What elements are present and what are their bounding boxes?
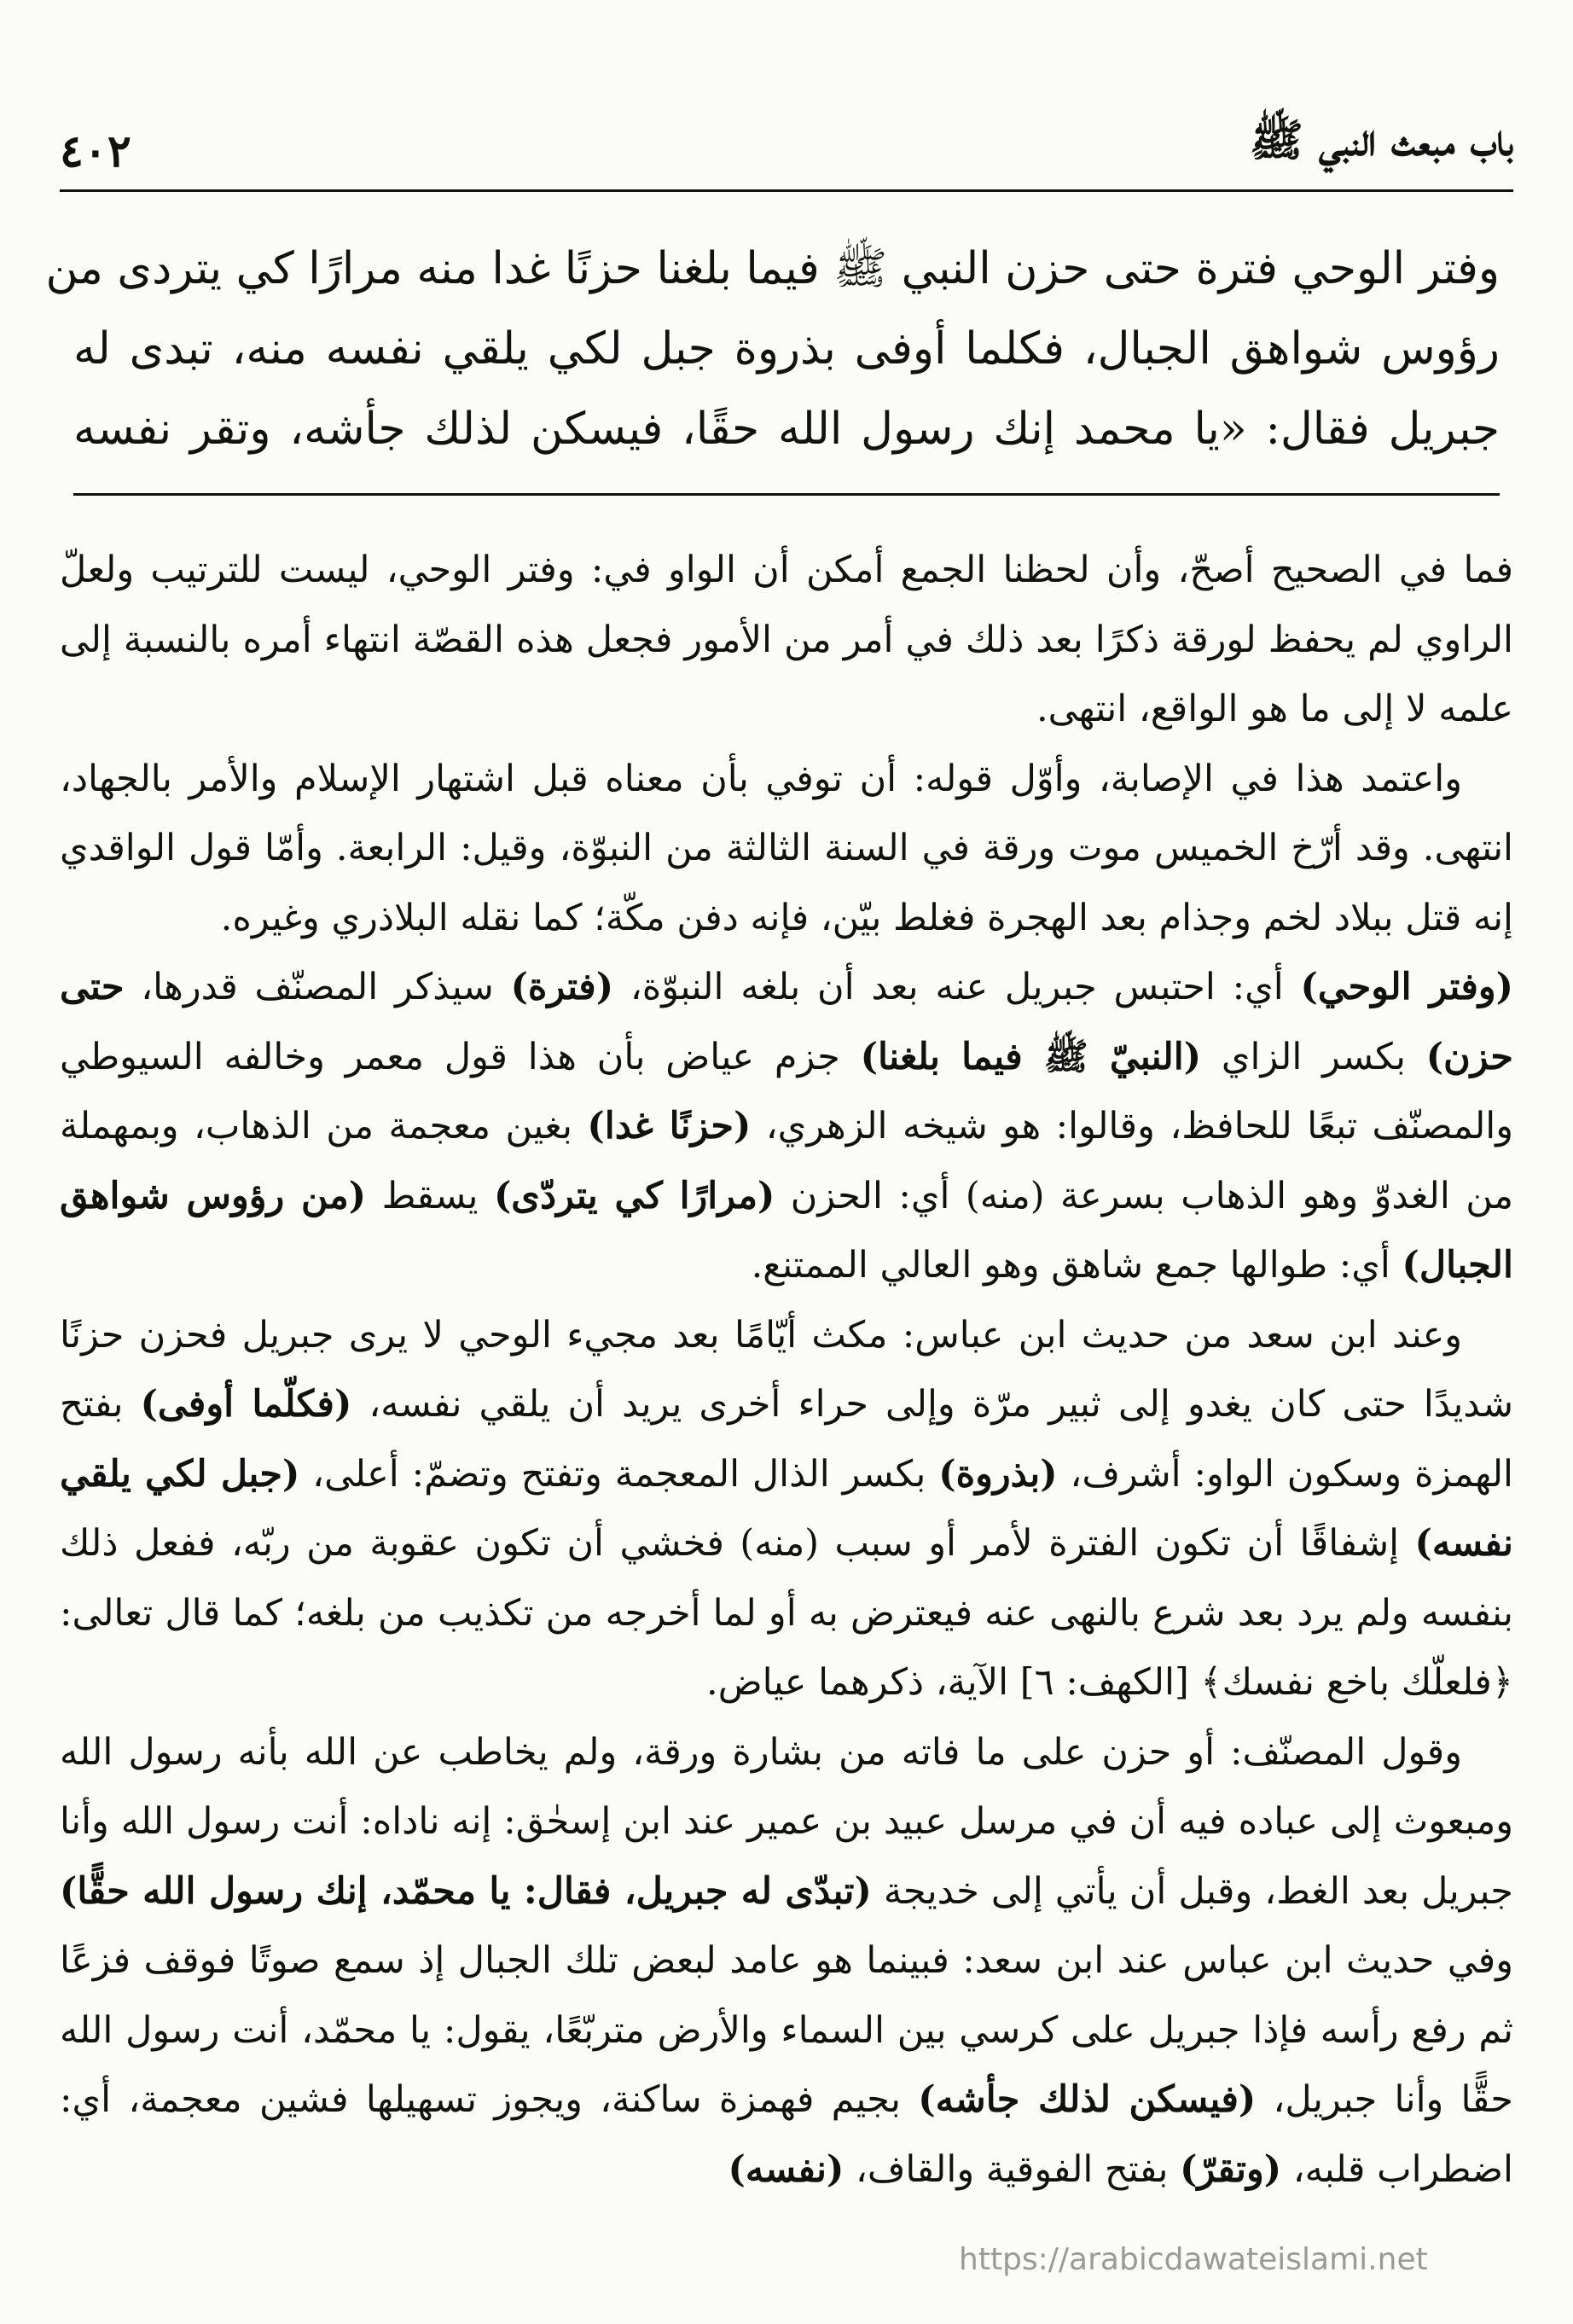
main-text-line: رؤوس شواهق الجبال، فكلما أوفى بذروة جبل لكي يلقي نفسه منه، تبدى له [73,323,1500,375]
commentary-paragraph [60,953,1513,1301]
chapter-title: باب مبعث النبي ﷺ [1249,114,1513,166]
separator-rule [73,493,1500,496]
commentary [60,536,1513,2205]
text-run: بغين معجمة من الذهاب، وبمهملة من الغدوّ وهو الذهاب بسرعة (منه) أي: الحزن [60,1105,1513,1217]
bold-term: (وفتر الوحي) [1300,966,1513,1008]
bold-term: (فترة) [510,966,614,1008]
main-text-line: وفتر الوحي فترة حتى حزن النبي ﷺ فيما بلغنا حزنًا غدا منه مرارًا كي يتردى من [45,243,1500,294]
text-run: وفي حديث ابن عباس عند ابن سعد: فبينما هو عامد لبعض تلك الجبال إذ سمع صوتًا فوقف فزعًا ثم رفع رأسه فإذا جبريل على كرسي بين السماء والأرض متربّعًا، يقول: يا محمّد، أنت رسول الله حقًّا وأنا جبريل، [60,1939,1513,2121]
text-run: وقول المصنّف: أو حزن على ما فاته من بشارة ورقة، ولم يخاطب عن الله بأنه رسول الله ومبعوث إلى عباده فيه أن في مرسل عبيد بن عمير عند ابن إسحٰق: إنه ناداه: أنت رسول الله وأنا جبريل بعد الغط، وقبل أن يأتي إلى خديجة [60,1730,1513,1913]
bold-term: (فكلّما أوفى) [140,1383,352,1426]
text-run: أي: طوالها جمع شاهق وهو العالي الممتنع. [751,1244,1402,1287]
watermark-url: https://arabicdawateislami.net [959,2242,1428,2277]
text-run: بجيم فهمزة ساكنة، ويجوز تسهيلها فشين معجمة، أي: اضطراب قلبه، [60,2078,1513,2191]
text-run: بكسر الذال المعجمة وتفتح وتضمّ: أعلى، [299,1452,939,1496]
bold-term: (نفسه) [728,2147,845,2191]
commentary-paragraph: واعتمد هذا في الإصابة، وأوّل قوله: أن توفي بأن معناه قبل اشتهار الإسلام والأمر بالجهاد، انتهى. وقد أرّخ الخميس موت ورقة في السنة الثالثة من النبوّة، وقيل: الرابعة. وأمّا قول الواقدي إنه قتل ببلاد لخم وجذام بعد الهجرة فغلط بيّن، فإنه دفن مكّة؛ كما نقله البلاذري وغيره. [60,757,1513,939]
text-run: وعند ابن سعد من حديث ابن عباس: مكث أيّامًا بعد مجيء الوحي لا يرى جبريل فحزن حزنًا شديدًا حتى كان يغدو إلى ثبير مرّة وإلى حراء أخرى يريد أن يلقي نفسه، [60,1313,1513,1426]
text-run: بفتح الفوقية والقاف، [844,2147,1181,2191]
text-run: بكسر الزاي [1201,1035,1426,1078]
bold-term: (حزنًا غدا) [587,1105,752,1147]
text-run: يسقط [366,1174,494,1217]
text-run: بفتح الهمزة وسكون الواو: أشرف، [60,1383,1513,1496]
text-run: جزم عياض بأن هذا قول معمر وخالفه السيوطي والمصنّف تبعًا للحافظ، وقالوا: هو شيخه الزهري، [60,1035,1514,1147]
commentary-paragraph: فما في الصحيح أصحّ، وأن لحظنا الجمع أمكن أن الواو في: وفتر الوحي، ليست للترتيب ولعلّ الراوي لم يحفظ لورقة ذكرًا بعد ذلك في أمر من الأمور فجعل هذه القصّة انتهاء أمره بالنسبة إلى علمه لا إلى ما هو الواقع، انتهى. [60,549,1513,730]
text-run: سيذكر المصنّف قدرها، [124,966,511,1008]
main-text-line: جبريل فقال: «يا محمد إنك رسول الله حقًا، فيسكن لذلك جأشه، وتقر نفسه [73,404,1500,455]
page-header [60,101,1513,177]
bold-term: (من رؤوس شواهق الجبال) [60,1174,1513,1287]
bold-term: (تبدّى له جبريل، فقال: يا محمّد، إنك رسول الله حقًّا) [60,1869,872,1913]
commentary-paragraph [60,1718,1513,2205]
bold-term: (بذروة) [938,1452,1058,1496]
header-rule [60,189,1513,192]
bold-term: (النبيّ ﷺ فيما بلغنا) [860,1035,1202,1078]
bold-term: (وتقرّ) [1180,2147,1282,2191]
commentary-paragraph [60,1301,1513,1718]
page-number: ٤٠٢ [60,125,131,177]
bold-term: (جبل لكي يلقي نفسه) [60,1452,1513,1565]
bold-term: (مرارًا كي يتردّى) [493,1174,775,1217]
text-run: أي: احتبس جبريل عنه بعد أن بلغه النبوّة، [613,966,1301,1008]
bold-term: (فيسكن لذلك جأشه) [918,2078,1257,2121]
text-run: إشفاقًا أن تكون الفترة لأمر أو سبب (منه) فخشي أن تكون عقوبة من ربّه، ففعل ذلك بنفسه ولم يرد بعد شرع بالنهى عنه فيعترض به أو لما أخرجه من تكذيب من بلغه؛ كما قال تعالى: ﴿فلعلّك باخع نفسك﴾ [الكهف: ٦] الآية، ذكرهما عياض. [60,1522,1513,1704]
main-hadith-text [45,229,1500,469]
bold-term: حتى حزن) [60,966,1514,1078]
